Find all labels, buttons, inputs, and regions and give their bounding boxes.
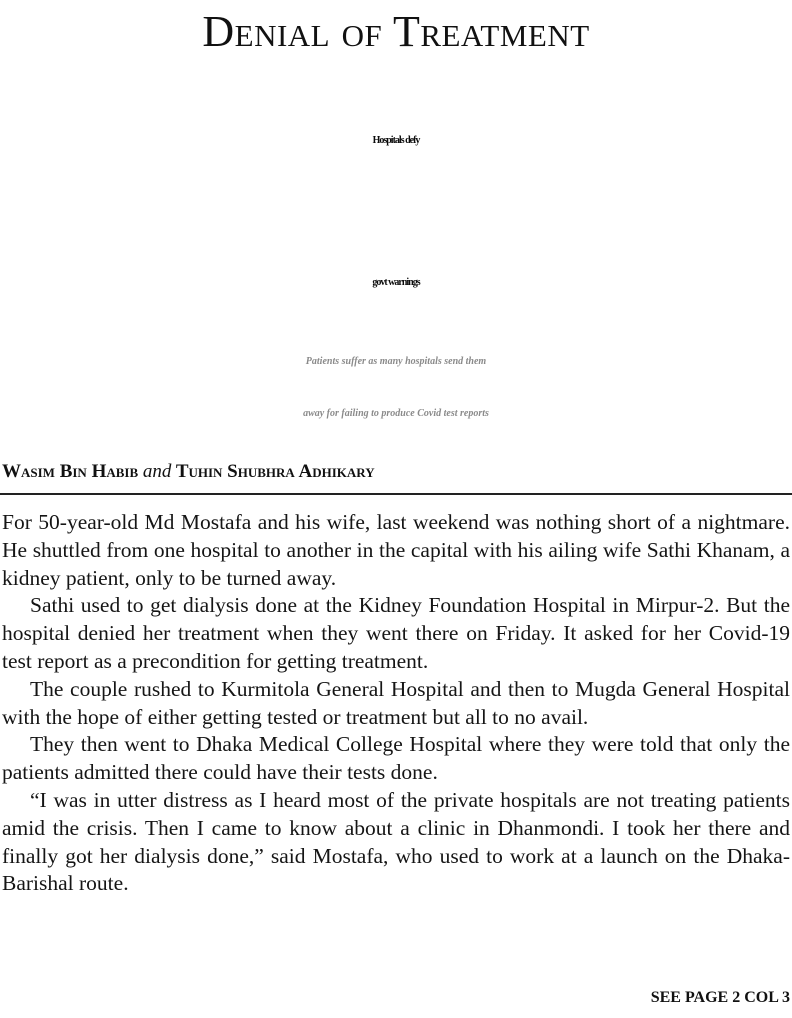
byline-divider [0, 493, 792, 495]
article-paragraph-2: Sathi used to get dialysis done at the Kidney Foundation Hospital in Mirpur-2. But the hospital denied her treatment when they went there on Friday. It asked for her Covid-19 test report as a precondition for getting treatment. [2, 593, 790, 673]
byline-author-1: Wasim Bin Habib [2, 461, 139, 482]
headline [0, 70, 792, 354]
subheadline-line-1: Patients suffer as many hospitals send them [305, 356, 487, 367]
article-paragraph-5: “I was in utter distress as I heard most of the private hospitals are not treating patients amid the crisis. Then I came to know about a clinic in Dhanmondi. I took her there and finally got her dialysis done,” said Mostafa, who used to work at a launch on the Dhaka-Barishal route. [2, 787, 790, 896]
article-body [2, 509, 790, 898]
continuation-jump: SEE PAGE 2 COL 3 [650, 989, 790, 1006]
byline [2, 460, 375, 484]
headline-line-2: govt warnings [372, 277, 420, 288]
subheadline [0, 336, 792, 440]
article-paragraph-1: For 50-year-old Md Mostafa and his wife, last weekend was nothing short of a nightmare. He shuttled from one hospital to another in the capital with his ailing wife Sathi Khanam, a kidney patient, only to be turned away. [2, 510, 790, 590]
byline-author-2: Tuhin Shubhra Adhikary [175, 461, 375, 482]
article-paragraph-4: They then went to Dhaka Medical College Hospital where they were told that only the patients admitted there could have their tests done. [2, 732, 790, 785]
article-paragraph-3: The couple rushed to Kurmitola General Hospital and then to Mugda General Hospital with the hope of either getting tested or treatment but all to no avail. [2, 676, 790, 729]
section-kicker: Denial of Treatment [202, 7, 590, 56]
subheadline-line-2: away for failing to produce Covid test reports [303, 408, 489, 419]
headline-line-1: Hospitals defy [372, 135, 420, 146]
byline-conjunction: and [142, 461, 172, 482]
